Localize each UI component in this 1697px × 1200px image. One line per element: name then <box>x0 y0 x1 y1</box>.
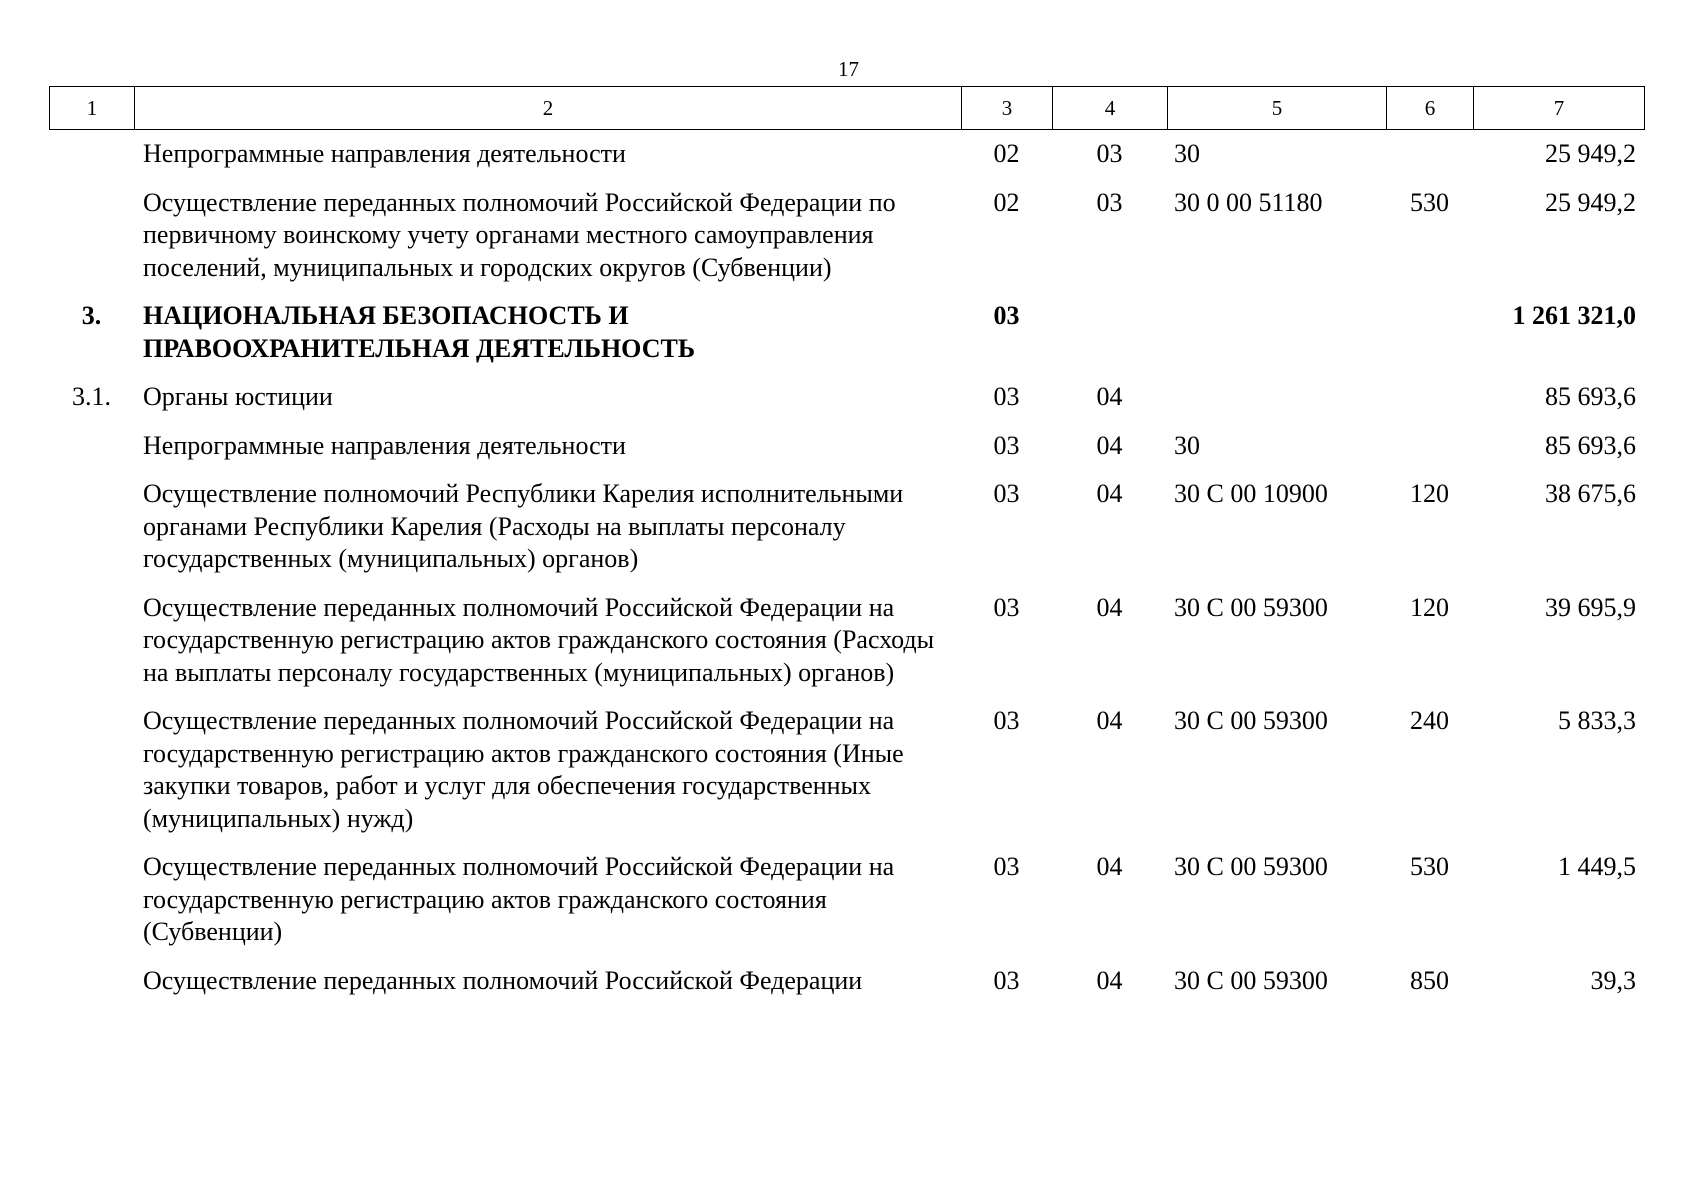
row-expense-type-code: 240 <box>1410 706 1449 735</box>
row-subsection-code: 04 <box>1096 965 1123 995</box>
row-number: 3. <box>81 301 102 330</box>
column-header-row <box>50 87 1645 130</box>
table-row <box>49 478 1644 576</box>
column-header-4: 4 <box>1053 87 1168 130</box>
row-description: Осуществление полномочий Республики Карелия исполнительными органами Республики Карелия (Расходы на выплаты персоналу государственных (муниципальных) органов) <box>143 479 904 573</box>
row-expense-type-code: 120 <box>1410 479 1449 508</box>
table-row <box>49 187 1644 285</box>
column-header-table <box>49 86 1645 130</box>
row-description: Органы юстиции <box>143 382 333 411</box>
table-row <box>49 430 1644 463</box>
row-target-article-code: 30 <box>1174 430 1200 460</box>
row-expense-type-code: 530 <box>1410 852 1449 881</box>
row-subsection-code: 04 <box>1096 852 1123 881</box>
budget-table-body <box>49 138 1644 1013</box>
row-target-article-code: 30 С 00 59300 <box>1174 706 1328 735</box>
row-section-code: 03 <box>993 965 1020 995</box>
row-target-article-code: 30 <box>1174 139 1200 168</box>
row-amount: 25 949,2 <box>1545 139 1636 168</box>
row-description: Осуществление переданных полномочий Российской Федерации <box>143 965 863 995</box>
row-subsection-code: 04 <box>1096 592 1123 622</box>
row-amount: 85 693,6 <box>1545 430 1636 460</box>
row-amount: 85 693,6 <box>1545 382 1636 411</box>
row-description: Осуществление переданных полномочий Российской Федерации на государственную регистрацию актов гражданского состояния (Субвенции) <box>143 852 895 946</box>
column-header-2: 2 <box>135 87 962 130</box>
column-header-7: 7 <box>1474 87 1645 130</box>
row-subsection-code: 03 <box>1096 187 1123 217</box>
row-section-code: 03 <box>993 382 1020 411</box>
row-expense-type-code: 530 <box>1410 187 1449 217</box>
row-subsection-code: 04 <box>1096 706 1123 735</box>
table-row <box>49 851 1644 949</box>
column-header-3: 3 <box>962 87 1053 130</box>
row-amount: 39 695,9 <box>1545 592 1636 622</box>
section-heading-row <box>49 300 1644 365</box>
row-section-code: 02 <box>993 139 1020 168</box>
row-target-article-code: 30 С 00 59300 <box>1174 965 1328 995</box>
row-section-code: 03 <box>993 592 1020 622</box>
row-target-article-code: 30 С 00 10900 <box>1174 479 1328 508</box>
row-amount: 39,3 <box>1590 965 1636 995</box>
table-row <box>49 592 1644 690</box>
row-subsection-code: 04 <box>1096 382 1123 411</box>
row-amount: 25 949,2 <box>1545 187 1636 217</box>
row-subsection-code: 04 <box>1096 479 1123 508</box>
row-amount: 1 449,5 <box>1558 852 1636 881</box>
row-section-code: 03 <box>993 852 1020 881</box>
row-target-article-code: 30 С 00 59300 <box>1174 852 1328 881</box>
row-amount: 38 675,6 <box>1545 479 1636 508</box>
table-row <box>49 381 1644 414</box>
row-section-code: 02 <box>993 187 1020 217</box>
row-description: Непрограммные направления деятельности <box>143 430 626 460</box>
table-row <box>49 965 1644 998</box>
column-header-5: 5 <box>1168 87 1387 130</box>
row-description: Осуществление переданных полномочий Российской Федерации по первичному воинскому учету органами местного самоуправления поселений, муниципальных и городских округов (Субвенции) <box>143 187 896 282</box>
column-header-6: 6 <box>1387 87 1474 130</box>
table-row <box>49 138 1644 171</box>
row-amount: 1 261 321,0 <box>1512 301 1636 330</box>
row-section-code: 03 <box>993 301 1020 330</box>
row-description: Осуществление переданных полномочий Российской Федерации на государственную регистрацию актов гражданского состояния (Расходы на выплаты персоналу государственных (муниципальных) органов) <box>143 592 935 687</box>
page-number: 17 <box>838 57 859 81</box>
row-target-article-code: 30 С 00 59300 <box>1174 592 1328 622</box>
row-section-code: 03 <box>993 706 1020 735</box>
row-section-code: 03 <box>993 430 1020 460</box>
row-expense-type-code: 120 <box>1410 592 1449 622</box>
table-row <box>49 705 1644 835</box>
row-description: НАЦИОНАЛЬНАЯ БЕЗОПАСНОСТЬ И ПРАВООХРАНИТЕЛЬНАЯ ДЕЯТЕЛЬНОСТЬ <box>143 301 696 363</box>
column-header-1: 1 <box>50 87 135 130</box>
row-target-article-code: 30 0 00 51180 <box>1174 187 1323 217</box>
row-amount: 5 833,3 <box>1558 706 1636 735</box>
row-expense-type-code: 850 <box>1410 965 1449 995</box>
row-section-code: 03 <box>993 479 1020 508</box>
row-number: 3.1. <box>72 382 111 411</box>
row-description: Осуществление переданных полномочий Российской Федерации на государственную регистрацию актов гражданского состояния (Иные закупки товаров, работ и услуг для обеспечения государственных (муниципальных) нужд) <box>143 706 904 833</box>
row-subsection-code: 03 <box>1096 139 1123 168</box>
row-subsection-code: 04 <box>1096 430 1123 460</box>
row-description: Непрограммные направления деятельности <box>143 139 626 168</box>
